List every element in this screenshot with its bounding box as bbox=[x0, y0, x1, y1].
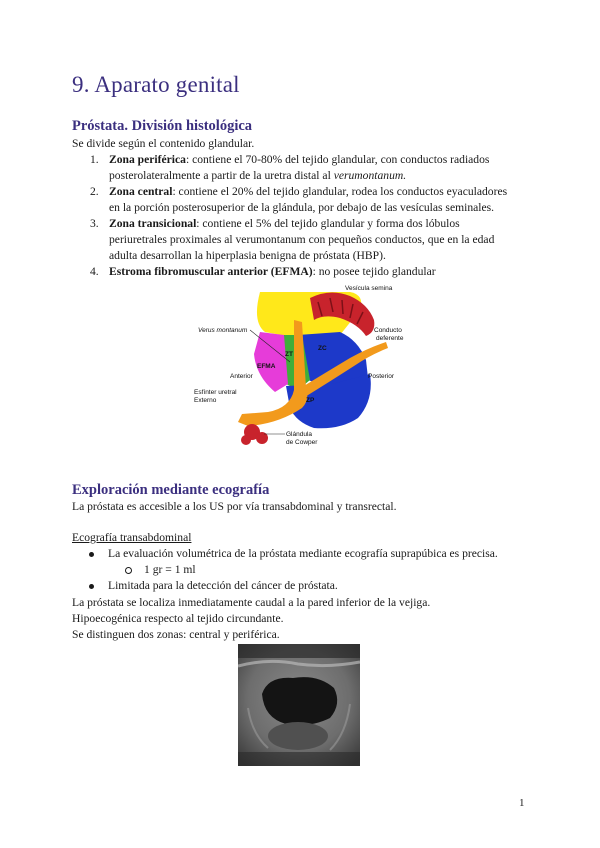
label-efma: EFMA bbox=[257, 363, 276, 370]
label-glandula: Glándula bbox=[286, 431, 313, 438]
label-zc: ZC bbox=[318, 345, 327, 352]
section-intro: Se divide según el contenido glandular. bbox=[72, 137, 255, 150]
paragraph: Hipoecogénica respecto al tejido circundante. bbox=[72, 612, 284, 625]
label-zt: ZT bbox=[285, 351, 293, 358]
section-heading-histologia: Próstata. División histológica bbox=[72, 118, 253, 134]
sub-bullet-item: 1 gr = 1 ml bbox=[144, 562, 196, 578]
section-heading-ecografia: Exploración mediante ecografía bbox=[72, 482, 270, 498]
label-zp: ZP bbox=[306, 397, 315, 404]
label-anterior: Anterior bbox=[230, 373, 253, 380]
bullet-item: Limitada para la detección del cáncer de próstata. bbox=[108, 578, 338, 594]
zone-list bbox=[72, 152, 549, 280]
section-intro-ecografia: La próstata es accesible a los US por vía transabdominal y transrectal. bbox=[72, 500, 397, 513]
bullet-item: La evaluación volumétrica de la próstata mediante ecografía suprapúbica es precisa. bbox=[108, 546, 498, 562]
label-externo: Externo bbox=[194, 397, 217, 404]
list-item: 4. Estroma fibromuscular anterior (EFMA): no posee tejido glandular bbox=[90, 265, 436, 278]
zone-efma bbox=[254, 332, 288, 392]
paragraph: Se distinguen dos zonas: central y periférica. bbox=[72, 628, 280, 641]
label-veru: Verus montanum bbox=[198, 327, 248, 334]
list-item: 3. Zona transicional: contiene el 5% del tejido glandular y forma dos lóbulos periuretrales proximales al verumontanum con pequeños conductos, que en la edad adulta desarrollan la hiperplasia benigna de próstata (HBP). bbox=[90, 217, 495, 262]
label-posterior: Posterior bbox=[368, 373, 395, 380]
page-title: 9. Aparato genital bbox=[72, 72, 240, 97]
ultrasound-image bbox=[238, 644, 360, 766]
page-number: 1 bbox=[519, 797, 525, 809]
label-cowper: de Cowper bbox=[286, 439, 318, 446]
paragraph: La próstata se localiza inmediatamente caudal a la pared inferior de la vejiga. bbox=[72, 596, 431, 609]
label-conducto: Conducto bbox=[374, 327, 402, 334]
list-item: 1. Zona periférica: contiene el 70-80% del tejido glandular, con conductos radiados posterolateralmente a partir de la uretra distal al verumontanum. bbox=[90, 153, 490, 182]
subheading-transabdominal: Ecografía transabdominal bbox=[72, 531, 192, 544]
list-item: 2. Zona central: contiene el 20% del tejido glandular, rodea los conductos eyaculadores en la porción posterosuperior de la glándula, por debajo de las vesículas seminales. bbox=[90, 185, 508, 214]
label-esfinter: Esfínter uretral bbox=[194, 389, 237, 396]
label-deferente: deferente bbox=[376, 335, 404, 342]
prostate-zones-diagram bbox=[190, 280, 420, 460]
label-vesicula: Vesícula semina bbox=[345, 285, 393, 292]
